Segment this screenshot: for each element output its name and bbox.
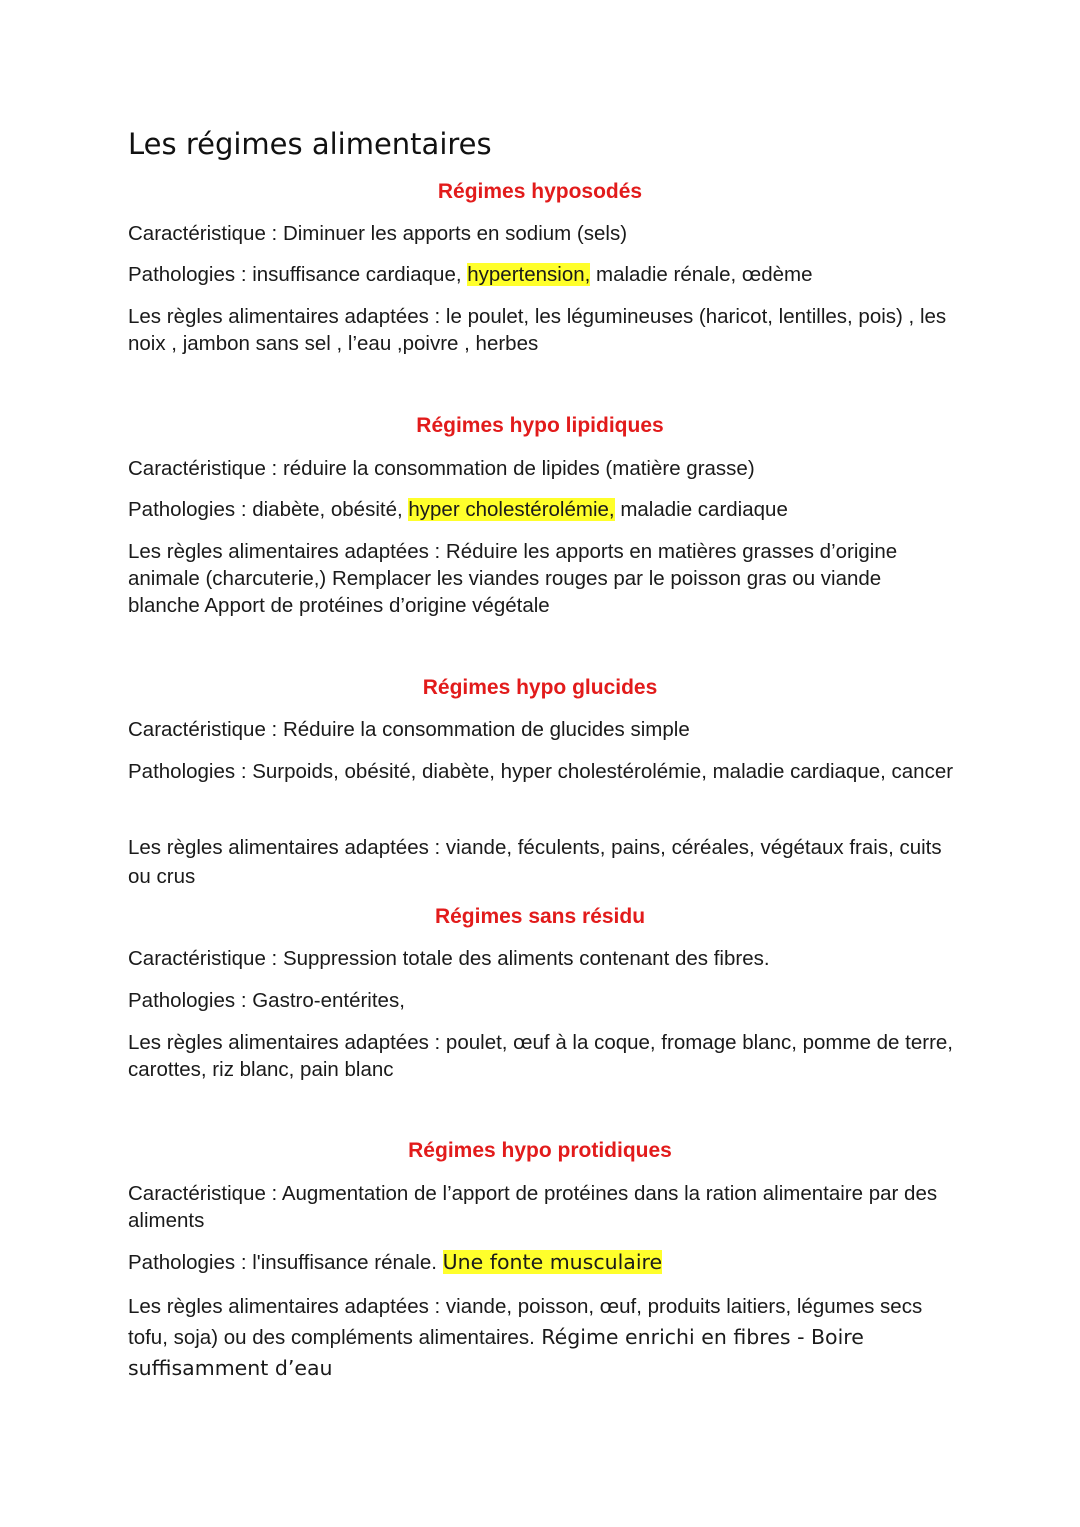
regles-sans-residu: Les règles alimentaires adaptées : poulet, œuf à la coque, fromage blanc, pomme de terre, carottes, riz blanc, pain blanc — [128, 1031, 954, 1081]
pathologies-sans-residu: Pathologies : Gastro-entérites, — [128, 989, 405, 1012]
regles-hypo-glucides: Les règles alimentaires adaptées : viande, féculents, pains, céréales, végétaux frais, cuits ou crus — [128, 836, 942, 888]
highlighted-term: hypertension, — [467, 263, 591, 286]
pathologies-text: Pathologies : diabète, obésité, — [128, 498, 409, 521]
caracteristique-sans-residu: Caractéristique : Suppression totale des aliments contenant des fibres. — [128, 947, 770, 970]
section-heading-hypo-protidiques: Régimes hypo protidiques — [408, 1139, 672, 1162]
pathologies-text: maladie cardiaque — [614, 498, 788, 521]
pathologies-hyposodes — [128, 261, 958, 288]
pathologies-hypo-glucides: Pathologies : Surpoids, obésité, diabète, hyper cholestérolémie, maladie cardiaque, cancer — [128, 760, 954, 783]
highlighted-term: Une fonte musculaire — [442, 1250, 663, 1274]
highlighted-term: hyper cholestérolémie, — [408, 498, 615, 521]
caracteristique-hyposodes: Caractéristique : Diminuer les apports en sodium (sels) — [128, 222, 628, 245]
regles-text: Les règles alimentaires adaptées : viande, poisson, œuf, produits laitiers, légumes secs tofu, soja) ou des compléments alimentaires. — [128, 1295, 923, 1349]
caracteristique-hypo-protidiques: Caractéristique : Augmentation de l’apport de protéines dans la ration alimentaire par des aliments — [128, 1182, 938, 1232]
section-heading-hyposodes: Régimes hyposodés — [437, 180, 643, 203]
pathologies-text: maladie rénale, œdème — [590, 263, 813, 286]
pathologies-hypo-lipidiques — [128, 496, 958, 523]
regles-extra-text: Régime enrichi en fibres - Boire suffisamment d’eau — [128, 1325, 864, 1380]
regles-hypo-protidiques — [128, 1291, 958, 1384]
section-heading-sans-residu: Régimes sans résidu — [434, 905, 646, 928]
pathologies-text: Pathologies : insuffisance cardiaque, — [128, 263, 468, 286]
caracteristique-hypo-lipidiques: Caractéristique : réduire la consommation de lipides (matière grasse) — [128, 457, 755, 480]
section-heading-hypo-glucides: Régimes hypo glucides — [422, 676, 658, 699]
pathologies-hypo-protidiques — [128, 1249, 958, 1276]
regles-hypo-lipidiques: Les règles alimentaires adaptées : Réduire les apports en matières grasses d’origine animale (charcuterie,) Remplacer les viandes rouges par le poisson gras ou viande blanche Apport de protéines d’origine végétale — [128, 540, 898, 617]
page-title: Les régimes alimentaires — [128, 127, 492, 161]
pathologies-text: Pathologies : l'insuffisance rénale. — [128, 1251, 443, 1274]
section-heading-hypo-lipidiques: Régimes hypo lipidiques — [416, 414, 664, 437]
regles-hyposodes: Les règles alimentaires adaptées : le poulet, les légumineuses (haricot, lentilles, pois) , les noix , jambon sans sel , l’eau ,poivre , herbes — [128, 305, 947, 355]
caracteristique-hypo-glucides: Caractéristique : Réduire la consommation de glucides simple — [128, 718, 690, 741]
